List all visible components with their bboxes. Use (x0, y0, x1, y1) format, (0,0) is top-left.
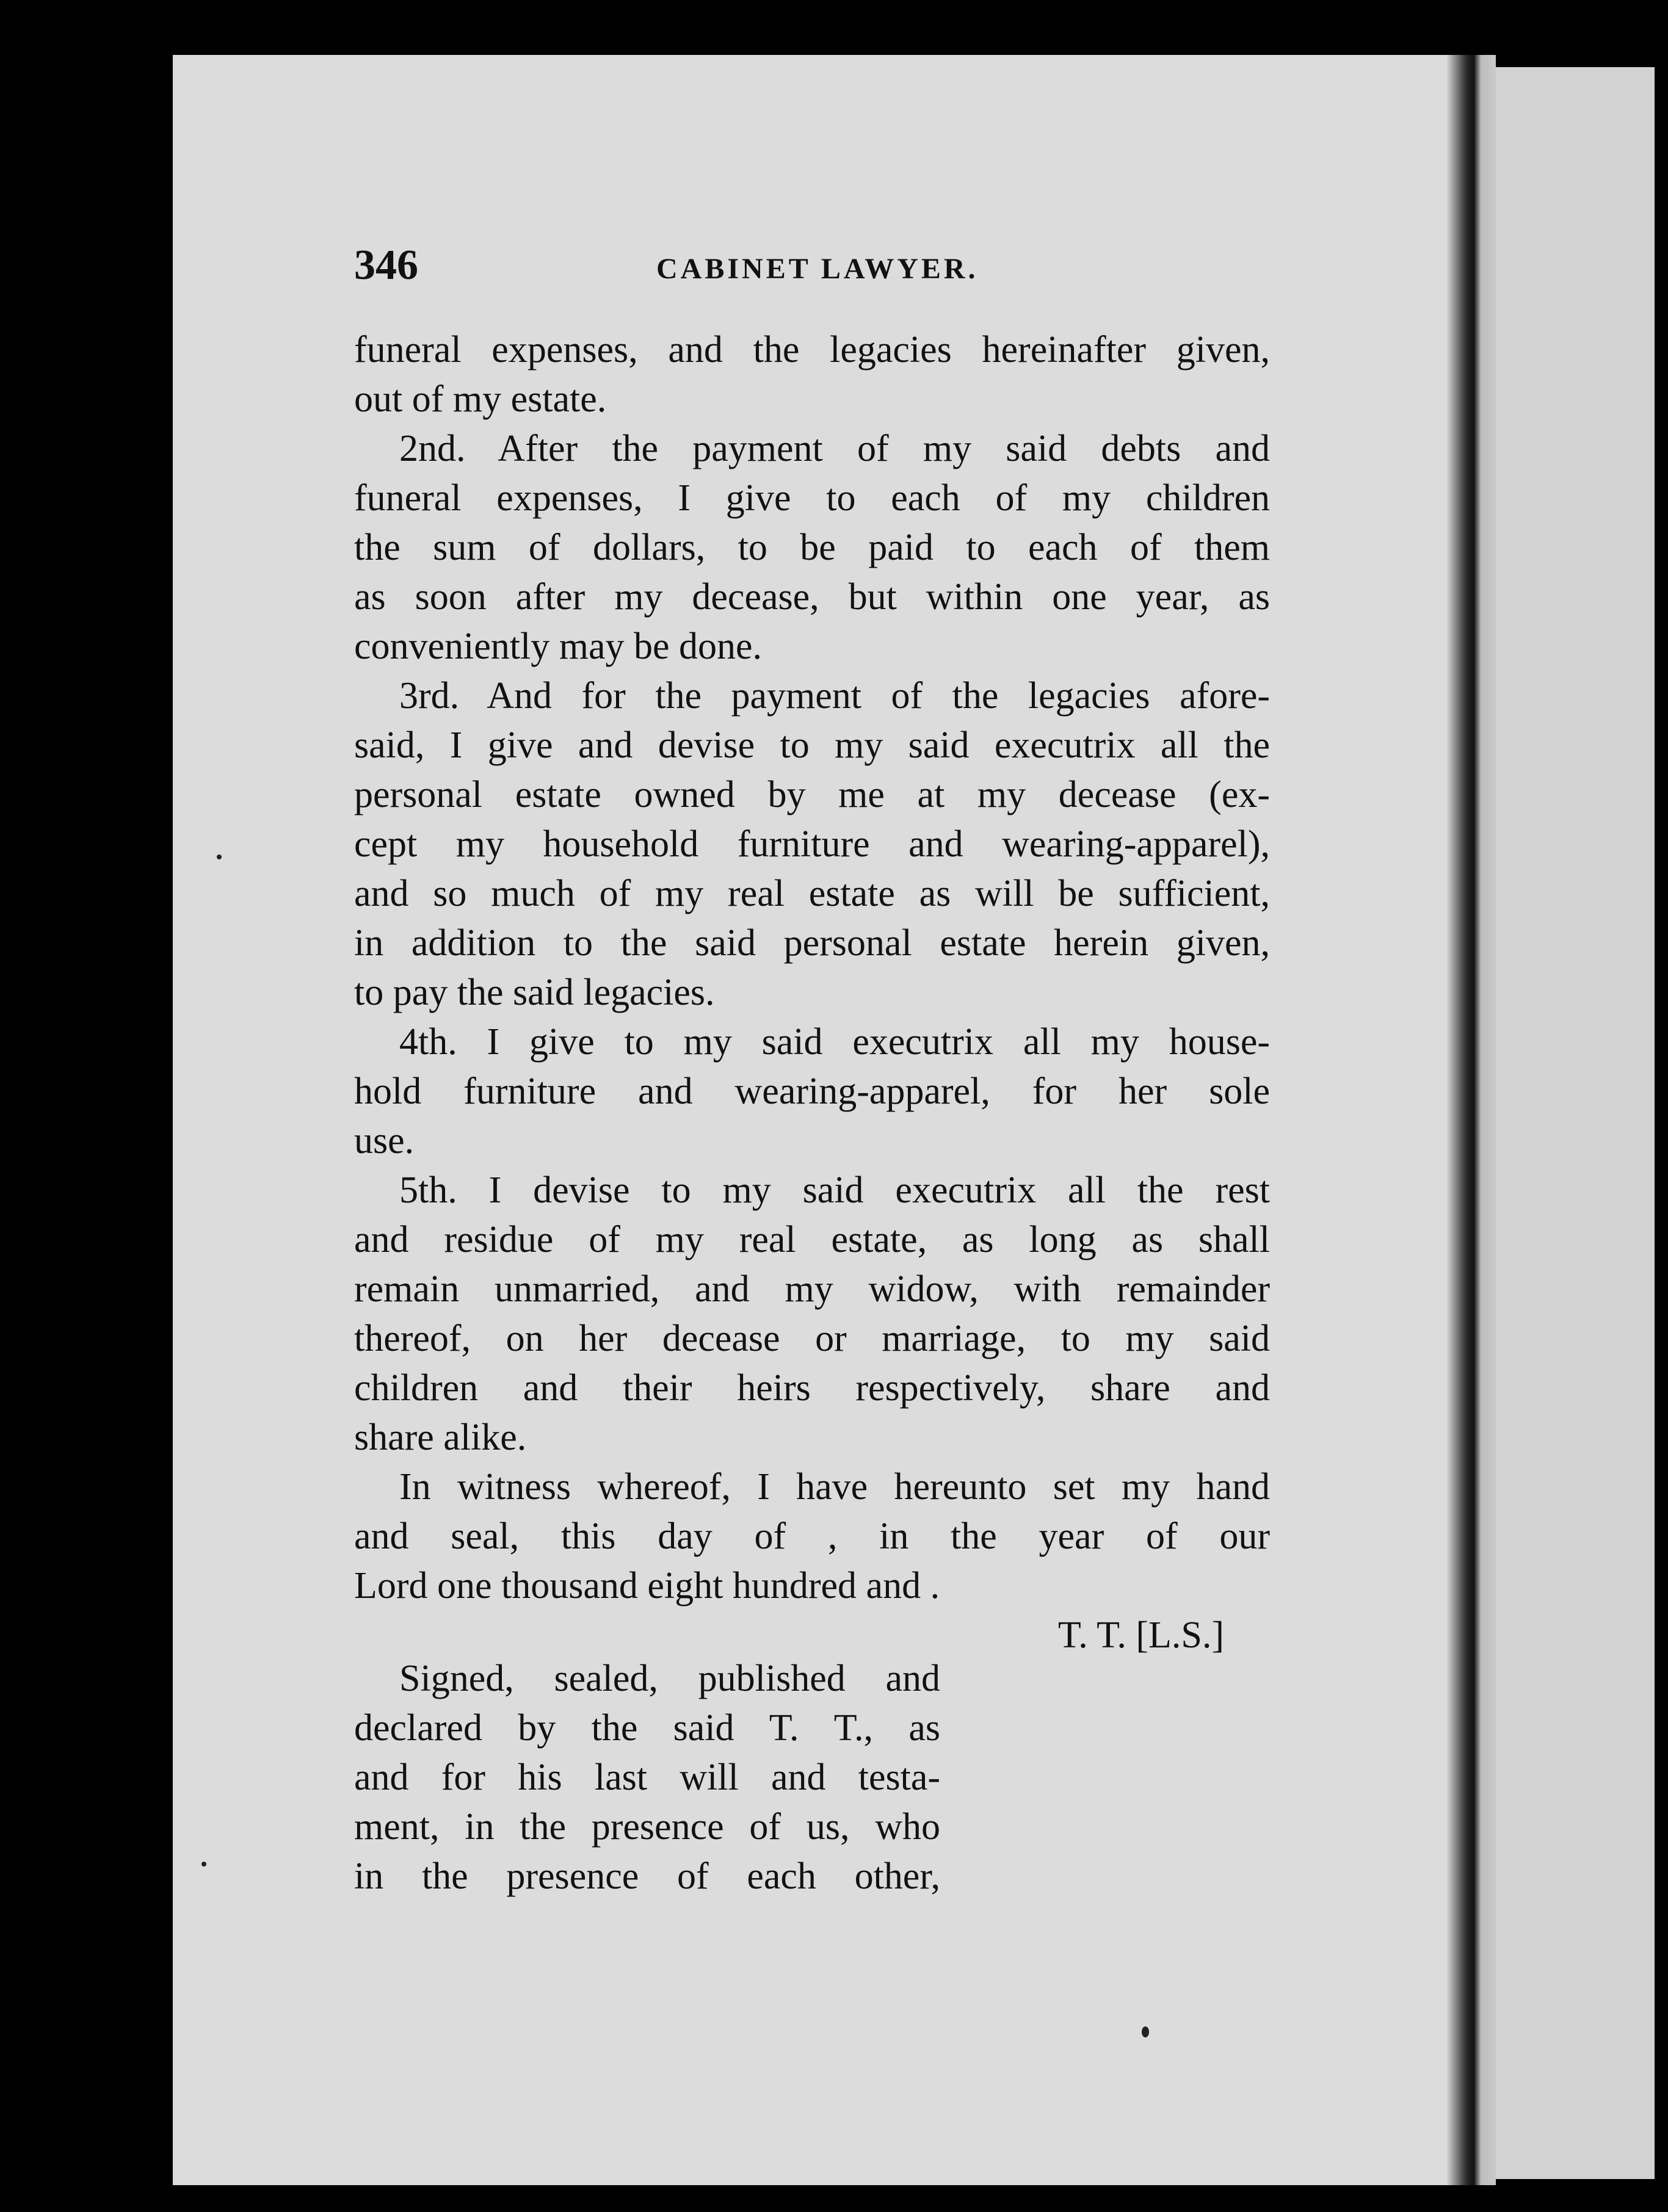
text-line: 2nd. After the payment of my said debts and (399, 428, 1270, 469)
page-number: 346 (354, 242, 418, 289)
text-line: In witness whereof, I have hereunto set my hand (399, 1466, 1270, 1508)
text-line: use. (354, 1120, 415, 1162)
page-header (354, 241, 1270, 296)
text-line: children and their heirs respectively, share and (354, 1367, 1270, 1409)
text-line: Signed, sealed, published and (399, 1658, 940, 1699)
text-line: and seal, this day of , in the year of our (354, 1516, 1270, 1557)
print-speck (201, 1862, 206, 1867)
text-line: in the presence of each other, (354, 1856, 940, 1897)
attestation-clause (354, 1654, 940, 1901)
text-line: conveniently may be done. (354, 626, 763, 667)
facing-page-edge (1496, 67, 1655, 2179)
text-line: out of my estate. (354, 378, 607, 420)
text-line: ment, in the presence of us, who (354, 1806, 940, 1848)
text-line: 5th. I devise to my said executrix all the rest (399, 1169, 1270, 1211)
text-line: Lord one thousand eight hundred and . (354, 1565, 940, 1607)
text-line: the sum of dollars, to be paid to each of them (354, 527, 1270, 568)
testator-signature: T. T. [L.S.] (1057, 1614, 1224, 1656)
body-text (354, 325, 1270, 1660)
text-line: hold furniture and wearing-apparel, for her sole (354, 1071, 1270, 1112)
text-line: to pay the said legacies. (354, 972, 715, 1013)
text-line: declared by the said T. T., as (354, 1707, 940, 1749)
text-line: 4th. I give to my said executrix all my house- (399, 1021, 1270, 1063)
print-speck (217, 855, 222, 859)
text-line: funeral expenses, I give to each of my children (354, 477, 1270, 519)
text-line: and residue of my real estate, as long as shall (354, 1219, 1270, 1260)
text-line: cept my household furniture and wearing-apparel), (354, 823, 1270, 865)
text-line: personal estate owned by me at my decease (ex- (354, 774, 1270, 815)
book-gutter (1447, 55, 1496, 2185)
text-line: in addition to the said personal estate herein given, (354, 922, 1270, 964)
text-line: as soon after my decease, but within one year, as (354, 576, 1270, 618)
text-line: remain unmarried, and my widow, with remainder (354, 1268, 1270, 1310)
text-line: funeral expenses, and the legacies hereinafter given, (354, 329, 1270, 370)
text-line: share alike. (354, 1417, 527, 1458)
print-speck (1142, 2026, 1149, 2037)
running-head: CABINET LAWYER. (656, 253, 979, 285)
text-line: thereof, on her decease or marriage, to my said (354, 1318, 1270, 1359)
text-line: and so much of my real estate as will be sufficient, (354, 873, 1270, 914)
text-line: and for his last will and testa- (354, 1757, 940, 1798)
text-line: said, I give and devise to my said executrix all the (354, 725, 1270, 766)
text-line: 3rd. And for the payment of the legacies afore- (399, 675, 1270, 717)
